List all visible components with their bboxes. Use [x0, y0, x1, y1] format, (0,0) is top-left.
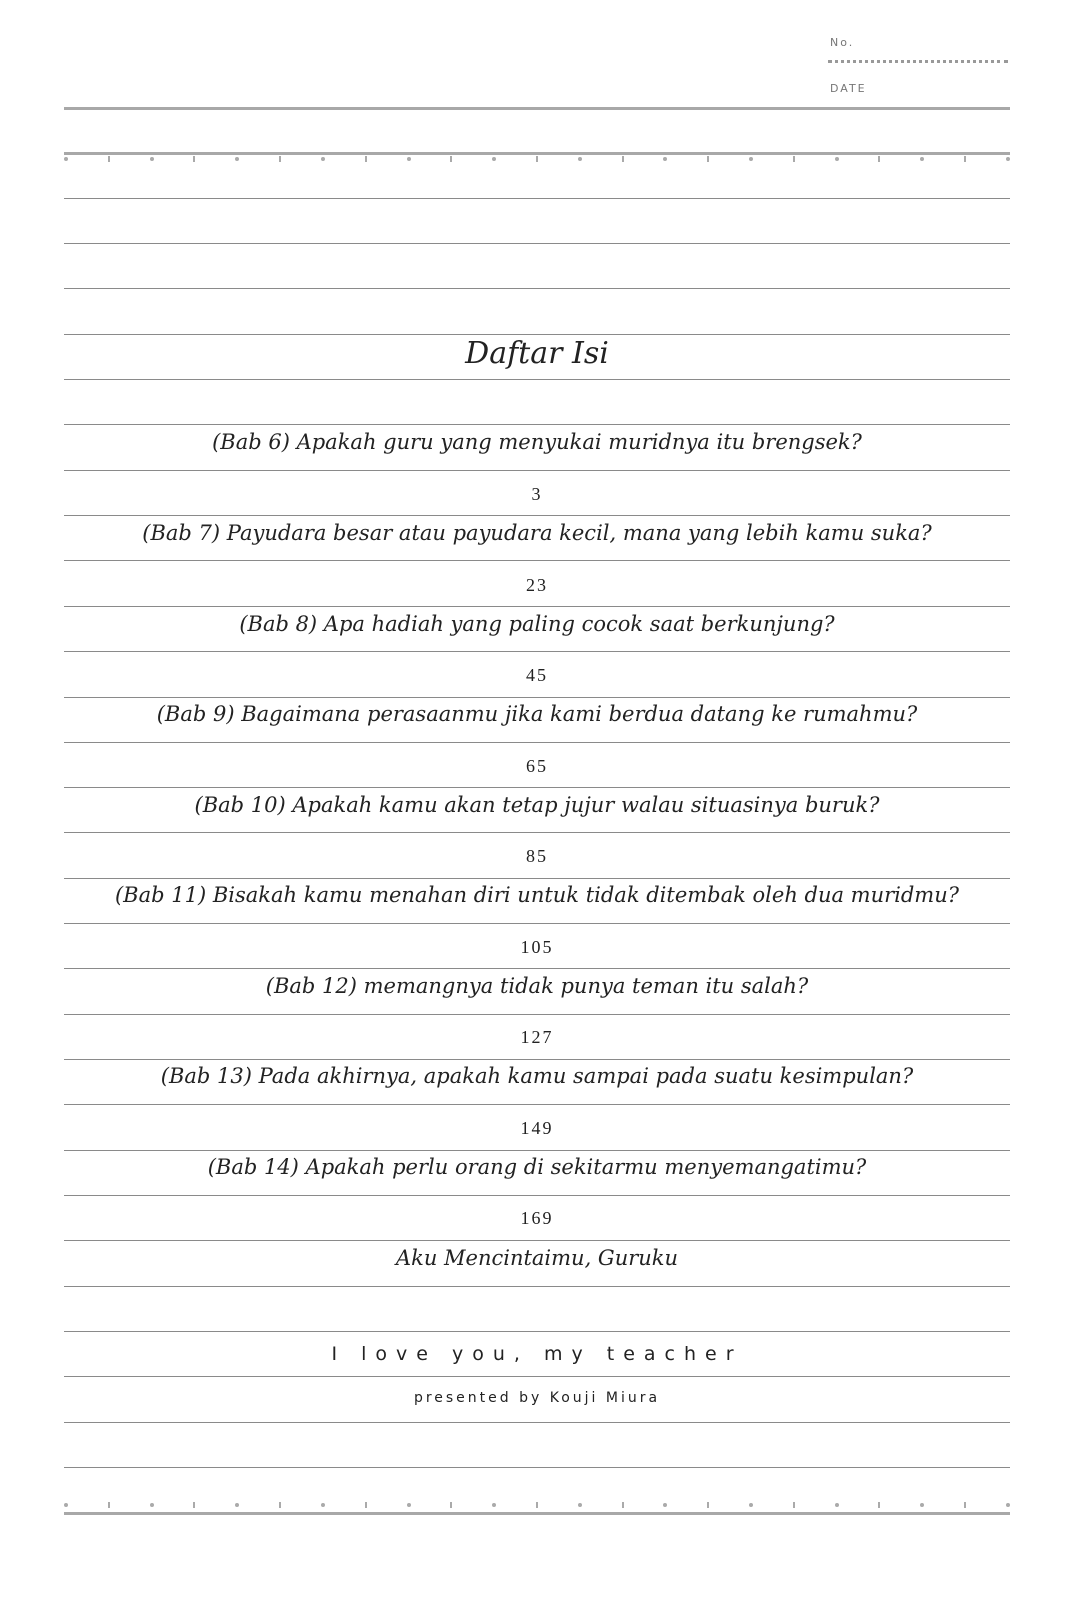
ruler-mark: [622, 1502, 624, 1508]
ruler-mark: [321, 1503, 325, 1507]
chapter-page: 3: [531, 484, 543, 504]
ruler-mark: [1006, 157, 1010, 161]
ruled-line: [64, 968, 1010, 969]
top-dot-row: [64, 156, 1010, 161]
bottom-rule: [64, 1512, 1010, 1515]
ruler-mark: [150, 1503, 154, 1507]
ruled-line: [64, 1286, 1010, 1287]
ruler-mark: [536, 1502, 538, 1508]
chapter-title: (Bab 9) Bagaimana perasaanmu jika kami berdua datang ke rumahmu?: [156, 702, 918, 726]
ruler-mark: [920, 157, 924, 161]
chapter-title: (Bab 7) Payudara besar atau payudara kecil, mana yang lebih kamu suka?: [142, 521, 932, 545]
ruled-line: [64, 470, 1010, 471]
ruler-mark: [793, 156, 795, 162]
ruler-mark: [920, 1503, 924, 1507]
ruled-line: [64, 1150, 1010, 1151]
ruler-mark: [365, 156, 367, 162]
ruled-line: [64, 878, 1010, 879]
ruled-line: [64, 424, 1010, 425]
ruler-mark: [578, 157, 582, 161]
ruled-line: [64, 1376, 1010, 1377]
chapter-title: (Bab 14) Apakah perlu orang di sekitarmu menyemangatimu?: [207, 1155, 867, 1179]
chapter-title: (Bab 8) Apa hadiah yang paling cocok saat berkunjung?: [239, 612, 835, 636]
chapter-title: (Bab 6) Apakah guru yang menyukai muridnya itu brengsek?: [212, 430, 862, 454]
ruler-mark: [450, 1502, 452, 1508]
ruler-mark: [622, 156, 624, 162]
ruler-mark: [1006, 1503, 1010, 1507]
ruled-line: [64, 1059, 1010, 1060]
chapter-page: 23: [526, 575, 548, 595]
ruled-line: [64, 1331, 1010, 1332]
author-credit: presented by Kouji Miura: [413, 1390, 661, 1406]
ruled-line: [64, 787, 1010, 788]
ruler-mark: [835, 1503, 839, 1507]
ruler-mark: [878, 156, 880, 162]
no-label: No.: [830, 36, 855, 49]
chapter-page: 65: [526, 756, 548, 776]
ruler-mark: [536, 156, 538, 162]
ruler-mark: [407, 1503, 411, 1507]
page-title: Daftar Isi: [465, 336, 609, 371]
ruled-line: [64, 651, 1010, 652]
ruled-line: [64, 832, 1010, 833]
ruler-mark: [707, 156, 709, 162]
chapter-title: (Bab 10) Apakah kamu akan tetap jujur walau situasinya buruk?: [194, 793, 880, 817]
ruler-mark: [407, 157, 411, 161]
ruler-mark: [878, 1502, 880, 1508]
ruler-mark: [835, 157, 839, 161]
ruler-mark: [193, 1502, 195, 1508]
ruler-mark: [64, 1503, 68, 1507]
chapter-page: 169: [520, 1208, 554, 1228]
ruler-mark: [578, 1503, 582, 1507]
ruled-line: [64, 1014, 1010, 1015]
ruler-mark: [964, 156, 966, 162]
ending-title: Aku Mencintaimu, Guruku: [395, 1246, 679, 1270]
ruler-mark: [749, 157, 753, 161]
ruler-mark: [707, 1502, 709, 1508]
ruled-line: [64, 1422, 1010, 1423]
header-rule: [64, 107, 1010, 110]
ruler-mark: [279, 1502, 281, 1508]
ruled-line: [64, 198, 1010, 199]
chapter-page: 105: [520, 937, 554, 957]
ruler-mark: [279, 156, 281, 162]
ruled-line: [64, 923, 1010, 924]
ruler-mark: [450, 156, 452, 162]
chapter-page: 85: [526, 846, 548, 866]
ruler-mark: [321, 157, 325, 161]
ruled-line: [64, 334, 1010, 335]
ruler-mark: [365, 1502, 367, 1508]
ruler-mark: [663, 157, 667, 161]
ruler-mark: [193, 156, 195, 162]
ruler-mark: [492, 1503, 496, 1507]
ruler-mark: [663, 1503, 667, 1507]
ruled-line: [64, 606, 1010, 607]
ruled-line: [64, 1195, 1010, 1196]
ruled-line: [64, 1240, 1010, 1241]
chapter-page: 45: [526, 665, 548, 685]
bottom-dot-row: [64, 1502, 1010, 1507]
ruler-mark: [235, 1503, 239, 1507]
ruled-line: [64, 515, 1010, 516]
ruled-line: [64, 560, 1010, 561]
ruler-mark: [964, 1502, 966, 1508]
ruled-line: [64, 742, 1010, 743]
chapter-page: 149: [520, 1118, 554, 1138]
ruler-mark: [492, 157, 496, 161]
date-label: DATE: [830, 82, 867, 95]
ruler-mark: [793, 1502, 795, 1508]
ruled-line: [64, 697, 1010, 698]
chapter-title: (Bab 11) Bisakah kamu menahan diri untuk tidak ditembak oleh dua muridmu?: [114, 883, 960, 907]
ruled-line: [64, 1467, 1010, 1468]
chapter-title: (Bab 12) memangnya tidak punya teman itu salah?: [265, 974, 809, 998]
ruled-line: [64, 379, 1010, 380]
chapter-page: 127: [520, 1027, 554, 1047]
ruler-mark: [235, 157, 239, 161]
ruler-mark: [64, 157, 68, 161]
chapter-title: (Bab 13) Pada akhirnya, apakah kamu sampai pada suatu kesimpulan?: [160, 1064, 914, 1088]
ruled-line: [64, 1104, 1010, 1105]
no-dotted-line: [828, 60, 1008, 63]
ruler-mark: [150, 157, 154, 161]
series-title: I love you, my teacher: [331, 1343, 743, 1365]
ruled-line: [64, 243, 1010, 244]
ruler-mark: [749, 1503, 753, 1507]
ruler-mark: [108, 1502, 110, 1508]
ruled-line: [64, 288, 1010, 289]
ruler-mark: [108, 156, 110, 162]
